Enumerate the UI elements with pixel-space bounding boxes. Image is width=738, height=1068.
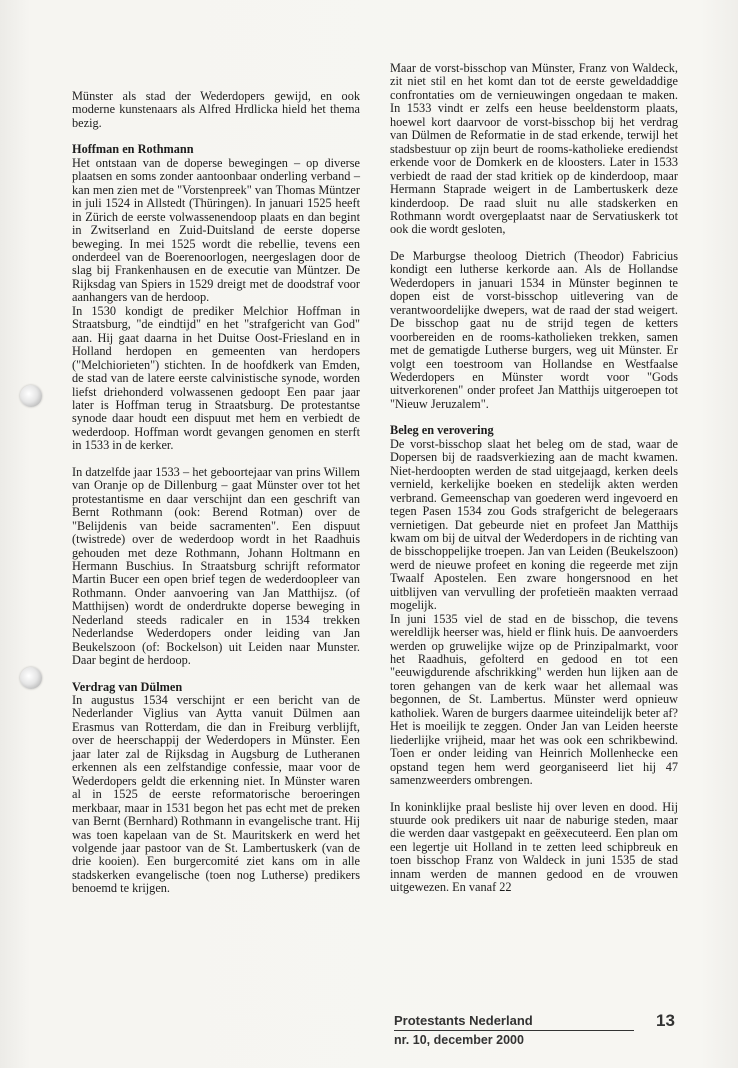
paragraph: In datzelfde jaar 1533 – het geboortejaar van prins Willem van Oranje op de Dillenburg – gaat Münster over tot het protestantisme en daar verschijnt dan een geschrift van Bernt Rothmann (ook: Berend Rotman) over de "Belijdenis van beide sacramenten". Een dispuut (twistrede) over de wederdoop wordt in het Raadhuis gehouden met deze Rothmann, Johann Holtmann en Hermann Buschius. In Straatsburg schrijft reformator Martin Bucer een open brief tegen de wederdoopleer van Rothmann. Onder aanvoering van Jan Matthijsz. (of Matthijsen) wordt de onderdrukte doperse beweging in Nederland steeds radicaler en in 1534 trekken Nederlandse Wederdopers onder leiding van Jan Beukelszoon (of: Bockelson) uit Leiden naar Munster. Daar begint de herdoop. — [72, 464, 360, 668]
paragraph: In juni 1535 viel de stad en de bisschop, die tevens wereldlijk heerser was, hield er flink huis. De aanvoerders werden op gruwelijke wijze op de Prinzipalmarkt, voor het Raadhuis, gefolterd en gedood en tot een "eeuwigdurende afschrikking" werden hun lijken aan de toren gehangen van de kerk waar het allemaal was begonnen, de St. Lambertus. Münster werd opnieuw katholiek. Waren de burgers daarmee uiteindelijk beter af? Het is moeilijk te zeggen. Onder Jan van Leiden heerste liederlijke vrijheid, maar het was ook een schrikbewind. Toen er onder leiding van Heinrich Mollenhecke een opstand tegen hem werd georganiseerd liet hij 47 samenzweerders ombrengen. — [390, 611, 678, 788]
page-footer — [394, 1013, 684, 1053]
paragraph: Het ontstaan van de doperse bewegingen – op diverse plaatsen en soms zonder aantoonbaar onderling verband – kan men zien met de "Vorstenpreek" van Thomas Müntzer in juli 1524 in Allstedt (Thüringen). In januari 1525 heeft in Zürich de eerste volwassenendoop plaats en dan begint in Zwitserland en Zuid-Duitsland de eerste doperse beweging. In mei 1525 wordt die rebellie, tevens een onderdeel van de Boerenoorlogen, neergeslagen door de slag bij Frankenhausen en de executie van Müntzer. De Rijksdag van Spiers in 1529 dreigt met de doodstraf voor aanhangers van de herdoop. — [72, 155, 360, 305]
page-number: 13 — [656, 1011, 675, 1030]
section-heading-verdrag-van-dulmen: Verdrag van Dülmen — [72, 679, 183, 694]
paragraph: In 1530 kondigt de prediker Melchior Hoffman in Straatsburg, "de eindtijd" en het "strafgericht van God" aan. Hij gaat daarna in het Duitse Oost-Friesland en in Holland herdopen en gemeenten van herdopers ("Melchiorieten") stichten. In de hoofdkerk van Emden, de stad van de latere eerste calvinistische synode, worden liefst driehonderd volwassenen gedoopt Een paar jaar later is Hoffman terug in Straatsburg. De protestantse synode daar houdt een dispuut met hem en verbiedt de wederdoop. Hoffman wordt gevangen genomen en sterft in 1533 in de kerker. — [72, 303, 360, 453]
intro-paragraph: Münster als stad der Wederdopers gewijd, en ook moderne kunstenaars als Alfred Hrdlicka hield het thema bezig. — [72, 89, 360, 130]
binder-hole-top — [20, 385, 42, 407]
paragraph: In koninklijke praal besliste hij over leven en dood. Hij stuurde ook predikers uit naar de naburige steden, maar die werden daar vastgepakt en geëxecuteerd. Een plan om een legertje uit Holland in te zetten leed schipbreuk en toen bisschop Franz von Waldeck in juni 1535 de stad innam werden de mannen gedood en de vrouwen uitgewezen. En vanaf 22 — [390, 799, 678, 895]
right-column — [390, 62, 678, 895]
paragraph: In augustus 1534 verschijnt er een bericht van de Nederlander Viglius van Aytta vanuit Dülmen aan Erasmus van Rotterdam, die dan in Freiburg verblijft, over de heerschappij der Wederdopers in Münster. Een jaar later zal de Rijksdag in Augsburg de Lutheranen erkennen als een zelfstandige confessie, maar voor de Wederdopers geldt die erkenning niet. In Münster waren al in 1525 de eerste reformatorische beroeringen merkbaar, maar in 1531 begon het pas echt met de preken van Bernt (Bernhard) Rothmann in evangelische trant. Hij was toen kapelaan van de St. Mauritskerk en werd het volgende jaar pastoor van de St. Lambertuskerk (van de drie kooien). Een burgercomité ziet kans om in alle stadskerken evangelische (toen nog Lutherse) predikers benoemd te krijgen. — [72, 693, 360, 896]
section-heading-hoffman-rothmann: Hoffman en Rothmann — [72, 142, 194, 157]
issue-label: nr. 10, december 2000 — [394, 1033, 524, 1047]
binder-hole-bottom — [20, 667, 42, 689]
footer-rule — [394, 1030, 634, 1031]
paragraph: De vorst-bisschop slaat het beleg om de stad, waar de Dopersen bij de raadsverkiezing aan de macht kwamen. Niet-herdoopten werden de stad uitgejaagd, kerken deels vernield, kerkelijke boeken en stedelijk akten werden verbrand. Gemeenschap van goederen werd ingevoerd en tegen Pasen 1534 zou Gods strafgericht de belegeraars vernietigen. Dat gebeurde niet en profeet Jan Matthijs kwam om bij de uitval der Wederdopers in de richting van de bisschoppelijke troepen. Jan van Leiden (Beukelszoon) werd de nieuwe profeet en koning die regeerde met zijn Twaalf Apostelen. Een zware hongersnood en het uitblijven van vervulling der profetieën maakten verraad mogelijk. — [390, 436, 678, 613]
paragraph: Maar de vorst-bisschop van Münster, Franz von Waldeck, zit niet stil en het komt dan tot de eerste geweldaddige confrontaties om de vernieuwingen ongedaan te maken. In 1533 vindt er zelfs een heuse beeldenstorm plaats, hoewel kort daarvoor de vorst-bisschop bij het verdrag van Dülmen de Reformatie in de stad erkende, terwijl het stadsbestuur op zijn beurt de rooms-katholieke erediendst erkende voor de Domkerk en de kloosters. Later in 1533 verbiedt de raad der stad kritiek op de kinderdoop, maar Hermann Staprade weigert in de Lambertuskerk deze kinderdoop. De raad sluit nu alle stadskerken en Rothmann wordt overgeplaatst naar de Servatiuskerk tot ook die wordt gesloten, — [390, 61, 678, 237]
left-column — [72, 90, 360, 896]
magazine-title: Protestants Nederland — [394, 1013, 533, 1028]
paragraph: De Marburgse theoloog Dietrich (Theodor) Fabricius kondigt een lutherse kerkorde aan. Als de Hollandse Wederdopers in januari 1534 in Münster beginnen te dopen eist de vorst-bisschop uitlevering van de verantwoordelijke dwepers, wat de raad der stad weigert. De bisschop gaat nu de strijd tegen de ketters voorbereiden en de rooms-katholieken trekken, samen met de gematigde Lutherse burgers, weg uit Münster. Er volgt een toestroom van Hollandse en Westfaalse Wederdopers en Münster wordt voor "Gods uitverkorenen" onder profeet Jan Matthijs uitgeroepen tot "Nieuw Jeruzalem". — [390, 248, 678, 411]
section-heading-beleg-en-verovering: Beleg en verovering — [390, 423, 494, 438]
